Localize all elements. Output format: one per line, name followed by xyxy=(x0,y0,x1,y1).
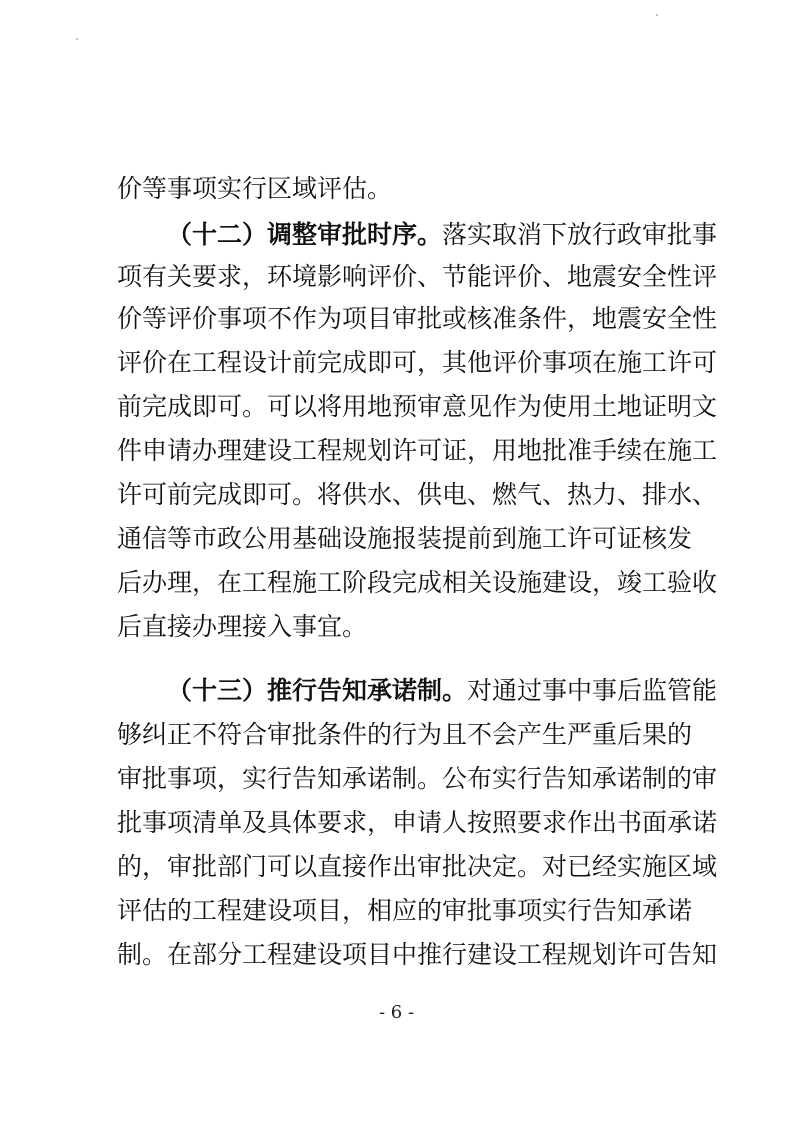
body-line: 后直接办理接入事宜。 xyxy=(117,612,368,641)
body-line: 件申请办理建设工程规划许可证，用地批准手续在施工 xyxy=(117,436,718,465)
body-line: 的，审批部门可以直接作出审批决定。对已经实施区域 xyxy=(117,852,718,881)
scan-speck xyxy=(656,14,658,16)
section-13-heading: （十三）推行告知承诺制。 xyxy=(167,676,468,705)
body-line: 项有关要求，环境影响评价、节能评价、地震安全性评 xyxy=(117,262,718,291)
body-line: 评估的工程建设项目，相应的审批事项实行告知承诺 xyxy=(117,896,693,925)
section-12-heading: （十二）调整审批时序。 xyxy=(167,220,443,249)
body-line: 价等评价事项不作为项目审批或核准条件，地震安全性 xyxy=(117,304,718,333)
body-line: 够纠正不符合审批条件的行为且不会产生严重后果的 xyxy=(117,720,693,749)
section-13-text: 对通过事中事后监管能 xyxy=(467,676,718,705)
body-line: 通信等市政公用基础设施报装提前到施工许可证核发 xyxy=(117,524,693,553)
body-line: 审批事项，实行告知承诺制。公布实行告知承诺制的审 xyxy=(117,764,718,793)
section-12-first-line xyxy=(167,220,718,250)
section-13-first-line xyxy=(167,676,718,706)
section-12-text: 落实取消下放行政审批事 xyxy=(442,220,718,249)
body-line: 价等事项实行区域评估。 xyxy=(117,174,393,203)
body-line: 许可前完成即可。将供水、供电、燃气、热力、排水、 xyxy=(117,480,718,509)
body-line: 制。在部分工程建设项目中推行建设工程规划许可告知 xyxy=(117,940,718,969)
body-line: 批事项清单及具体要求，申请人按照要求作出书面承诺 xyxy=(117,808,718,837)
body-line: 后办理，在工程施工阶段完成相关设施建设，竣工验收 xyxy=(117,568,718,597)
scan-speck xyxy=(76,38,78,40)
page-number: - 6 - xyxy=(378,1002,415,1023)
body-line: 前完成即可。可以将用地预审意见作为使用土地证明文 xyxy=(117,392,718,421)
body-line: 评价在工程设计前完成即可，其他评价事项在施工许可 xyxy=(117,348,718,377)
